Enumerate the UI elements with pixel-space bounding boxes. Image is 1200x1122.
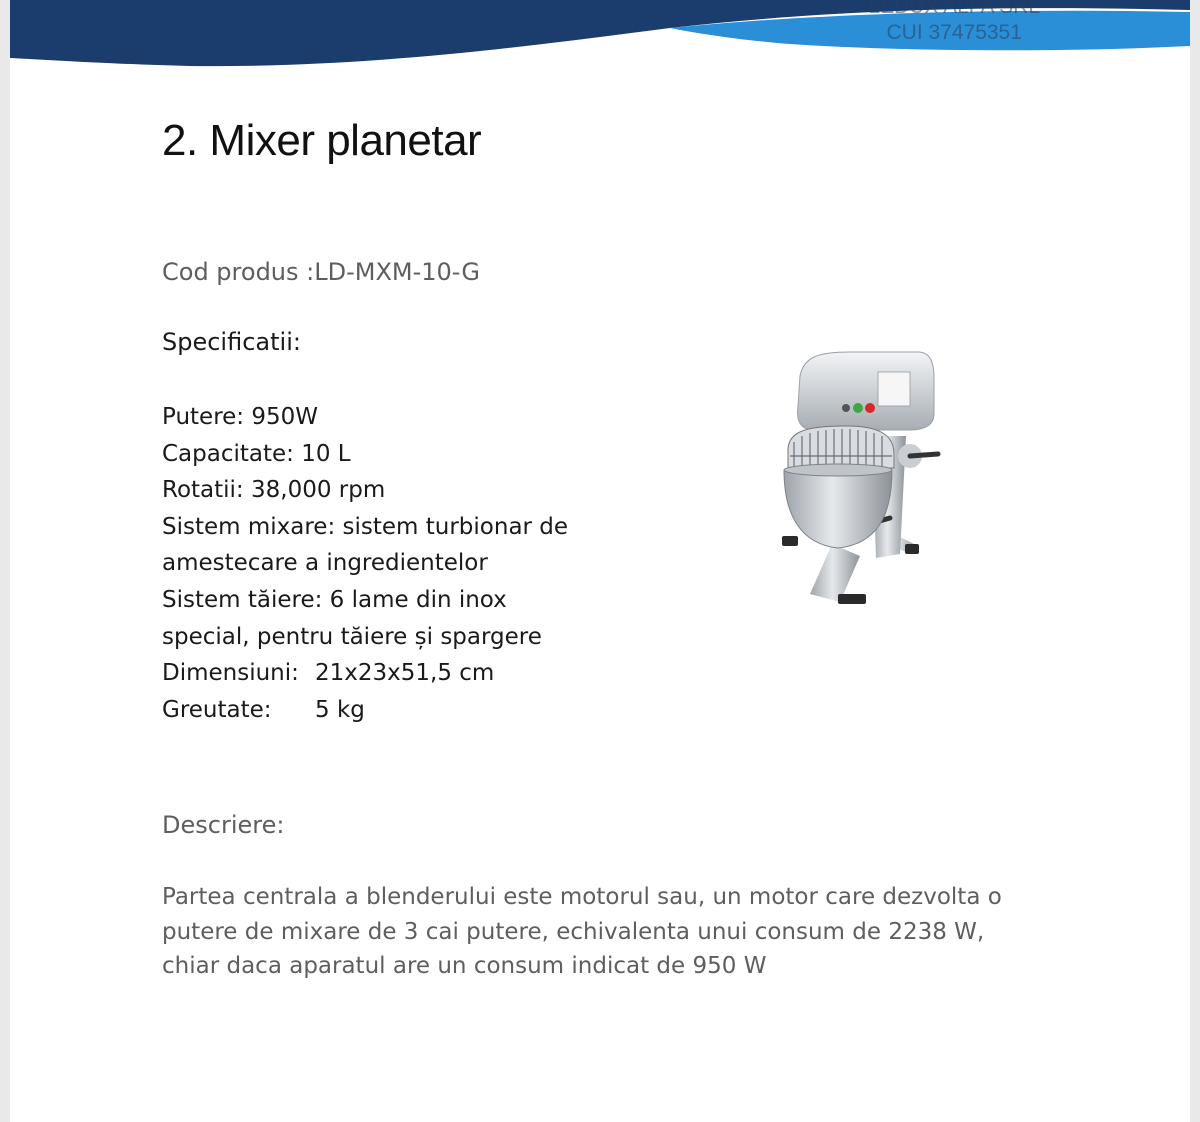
spec-weight-label: Greutate: <box>162 696 272 723</box>
spec-rotations: Rotatii: 38,000 rpm <box>162 477 386 504</box>
page-title: 2. Mixer planetar <box>162 116 482 165</box>
spec-mixing-system-cont: amestecare a ingredientelor <box>162 550 488 577</box>
product-code: Cod produs :LD-MXM-10-G <box>162 258 480 286</box>
spec-dimensions-value: 21x23x51,5 cm <box>315 660 495 687</box>
spec-cutting-system: Sistem tăiere: 6 lame din inox <box>162 586 507 613</box>
planetary-mixer-image <box>760 344 950 616</box>
spec-weight <box>162 692 582 729</box>
company-cui: CUI 37475351 <box>886 21 1022 44</box>
spec-dimensions-label: Dimensiuni: <box>162 660 299 687</box>
spec-weight-value: 5 kg <box>315 696 365 723</box>
specs-heading: Specificatii: <box>162 328 301 356</box>
company-info <box>868 0 1040 46</box>
specs-list <box>162 399 582 728</box>
spec-dimensions <box>162 655 582 692</box>
company-name: LEDUX ALFA SRL <box>868 0 1040 18</box>
spec-cutting-system-cont: special, pentru tăiere și spargere <box>162 623 542 650</box>
document-page <box>10 0 1190 1122</box>
description-heading: Descriere: <box>162 811 285 839</box>
spec-mixing-system: Sistem mixare: sistem turbionar de <box>162 513 569 540</box>
spec-power: Putere: 950W <box>162 404 319 430</box>
spec-capacity: Capacitate: 10 L <box>162 440 351 467</box>
description-text: Partea centrala a blenderului este motorul sau, un motor care dezvolta o putere de mixare de 3 cai putere, echivalenta unui consum de 2238 W, chiar daca aparatul are un consum indicat de 950 W <box>162 884 1002 979</box>
